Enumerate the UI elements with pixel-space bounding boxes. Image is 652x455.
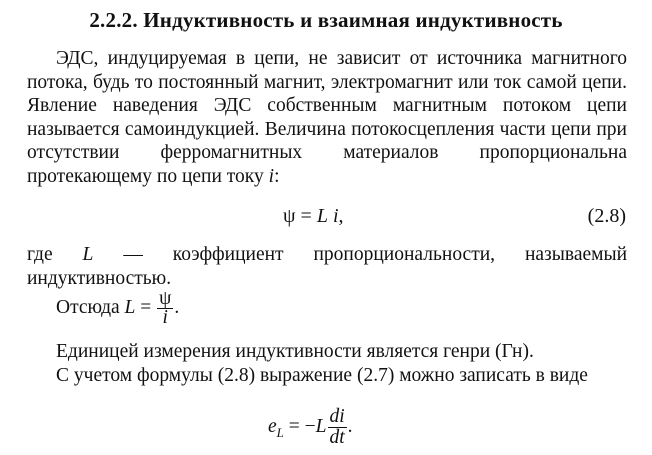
equals-minus: = − xyxy=(283,415,316,437)
formula-2-8 xyxy=(0,205,652,233)
equals-sign: = xyxy=(295,205,317,227)
period: . xyxy=(347,415,353,437)
period: . xyxy=(174,296,180,318)
variable-L: L xyxy=(316,205,328,227)
variable-e: e xyxy=(268,415,277,437)
psi-symbol: ψ xyxy=(283,205,296,227)
variable-L: L xyxy=(124,296,136,318)
fraction-numerator: di xyxy=(329,406,345,427)
paragraph-2-text: — коэффициент пропорциональности, называемый индуктивностью. xyxy=(27,244,628,289)
subscript-L: L xyxy=(276,424,284,440)
section-heading: 2.2.2. Индуктивность и взаимная индуктивность xyxy=(89,8,563,32)
comma: , xyxy=(338,205,344,227)
paragraph-3 xyxy=(56,290,179,327)
paragraph-2 xyxy=(27,243,627,290)
equals-sign: = xyxy=(135,296,157,318)
paragraph-1-text: ЭДС, индуцируемая в цепи, не зависит от источника магнитного потока, будь то постоянный магнит, электромагнит или ток самой цепи. Явление наведения ЭДС собственным магнитным потоком цепи называется самоиндукцией. Величина потокосцепления части цепи при отсутствии ферромагнитных материалов пропорциональна протекающему по цепи току xyxy=(27,48,627,187)
fraction-psi-over-i xyxy=(157,290,173,327)
paragraph-3-text: Отсюда xyxy=(56,296,125,318)
paragraph-2-prefix: где xyxy=(27,244,83,265)
variable-i: i xyxy=(332,205,339,227)
paragraph-1-end: : xyxy=(274,165,280,187)
paragraph-1 xyxy=(27,47,627,188)
fraction-denominator: i xyxy=(162,307,168,328)
fraction-di-over-dt xyxy=(328,407,347,448)
variable-L: L xyxy=(315,415,327,437)
formula-expression xyxy=(283,205,344,228)
paragraph-4: Единицей измерения индуктивности является генри (Гн). xyxy=(56,341,534,362)
equation-number: (2.8) xyxy=(587,205,626,227)
variable-i: i xyxy=(268,165,275,187)
fraction-denominator: dt xyxy=(329,427,345,448)
variable-L: L xyxy=(82,244,94,265)
paragraph-5: С учетом формулы (2.8) выражение (2.7) можно записать в виде xyxy=(56,365,588,386)
formula-emf xyxy=(268,407,353,448)
fraction-numerator: ψ xyxy=(159,288,172,309)
